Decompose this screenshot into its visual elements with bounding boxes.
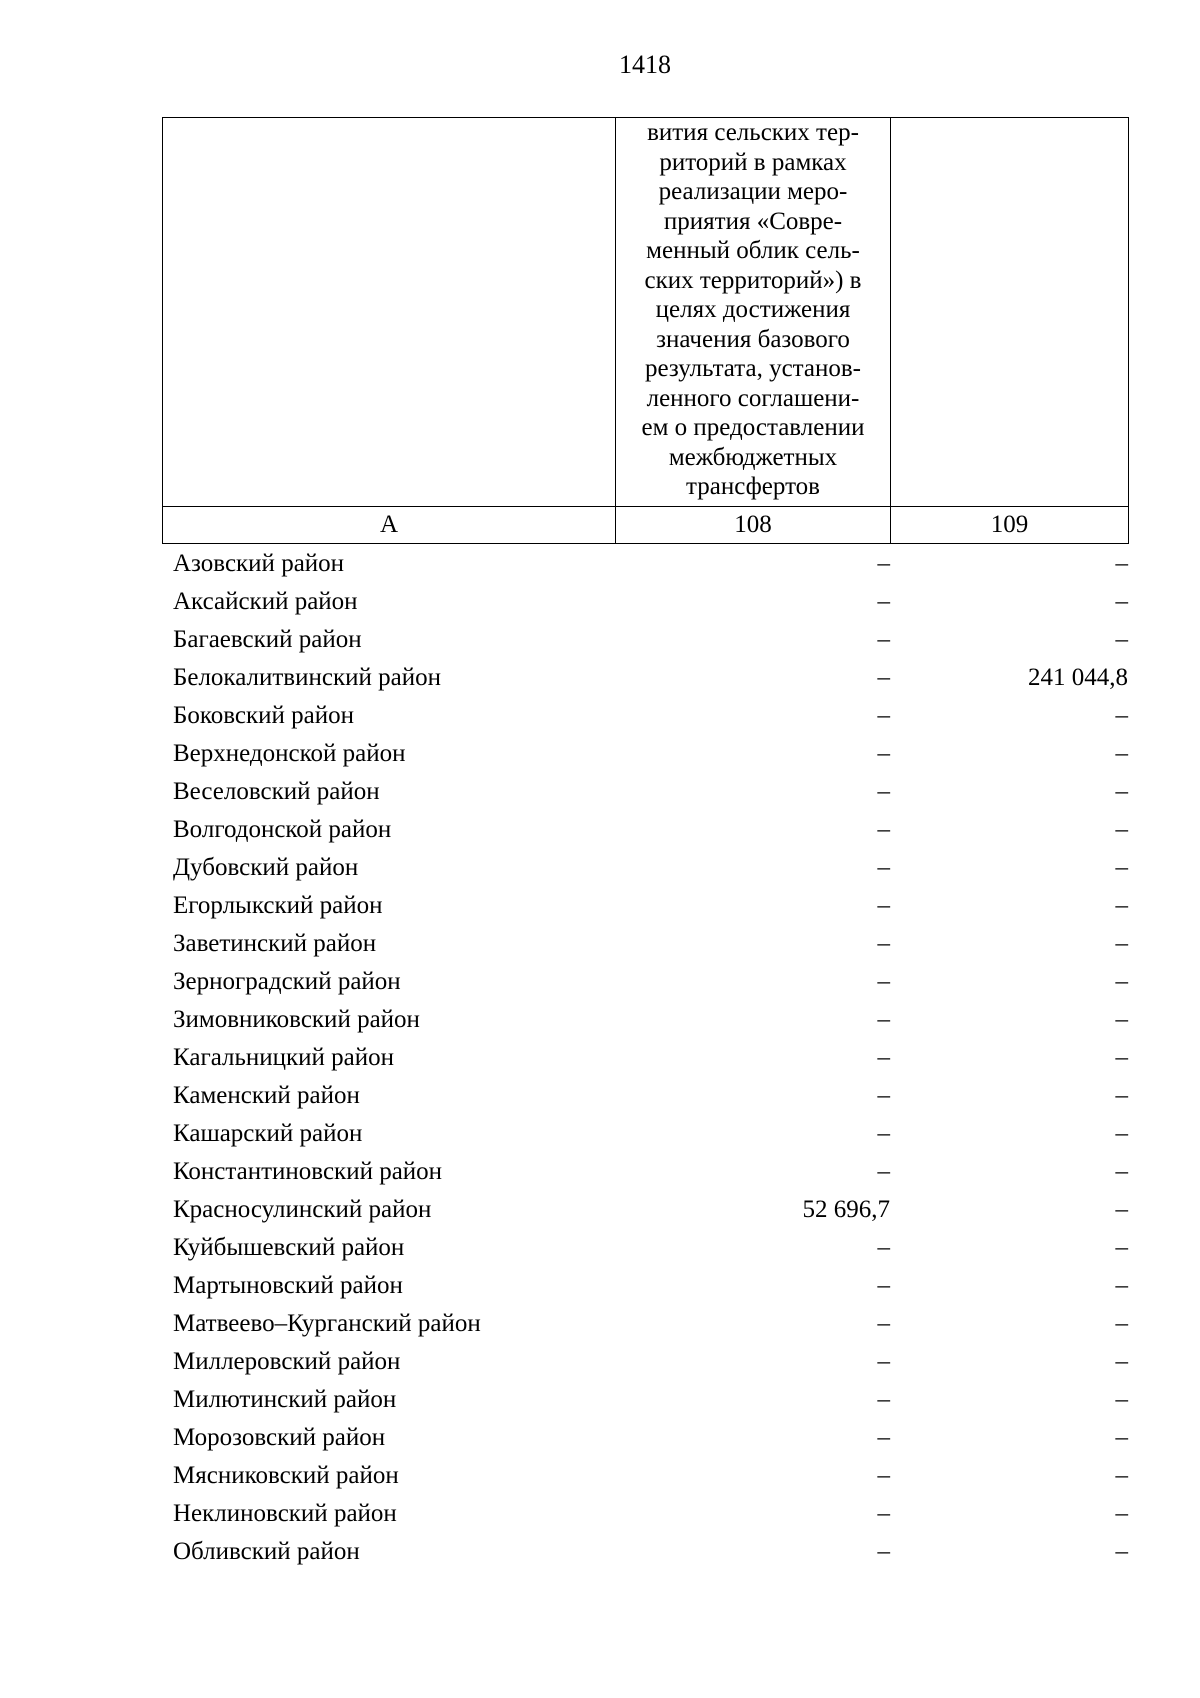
value-109: – xyxy=(1115,1234,1128,1261)
table-row xyxy=(162,1115,1128,1153)
value-109: – xyxy=(1115,1158,1128,1185)
table-row xyxy=(162,1381,1128,1419)
value-109: – xyxy=(1115,854,1128,881)
table-header xyxy=(162,117,1129,544)
district-name: Белокалитвинский район xyxy=(173,664,441,691)
district-name: Морозовский район xyxy=(173,1424,386,1451)
value-108: – xyxy=(877,1462,890,1489)
value-109: – xyxy=(1115,1272,1128,1299)
district-name: Боковский район xyxy=(173,702,354,729)
value-108: – xyxy=(877,740,890,767)
value-108: – xyxy=(877,1044,890,1071)
value-108: – xyxy=(877,550,890,577)
table-row xyxy=(162,545,1128,583)
value-108: – xyxy=(877,778,890,805)
header-cell-108-description xyxy=(616,118,891,507)
table-row xyxy=(162,1305,1128,1343)
value-109: – xyxy=(1115,1500,1128,1527)
table-row xyxy=(162,887,1128,925)
header-description-row xyxy=(163,118,1129,507)
district-name: Неклиновский район xyxy=(173,1500,397,1527)
district-name: Обливский район xyxy=(173,1538,360,1565)
table-row xyxy=(162,1229,1128,1267)
value-108: – xyxy=(877,702,890,729)
value-109: – xyxy=(1115,1044,1128,1071)
value-109: – xyxy=(1115,778,1128,805)
district-name: Кашарский район xyxy=(173,1120,363,1147)
value-108: – xyxy=(877,1386,890,1413)
table-row xyxy=(162,1153,1128,1191)
value-108: – xyxy=(877,1310,890,1337)
value-108: – xyxy=(877,1158,890,1185)
value-108: – xyxy=(877,1120,890,1147)
value-109: 241 044,8 xyxy=(1028,664,1128,691)
value-108: – xyxy=(877,626,890,653)
value-109: – xyxy=(1115,892,1128,919)
table-row xyxy=(162,583,1128,621)
table-row xyxy=(162,925,1128,963)
header-numbering-row xyxy=(163,506,1129,543)
district-name: Красносулинский район xyxy=(173,1196,432,1223)
district-name: Верхнедонской район xyxy=(173,740,406,767)
value-109: – xyxy=(1115,550,1128,577)
column-description-text: вития сельских тер- риторий в рамках реализации меро- приятия «Совре- менный облик сель- ских территорий») в целях достижения значения базового результата, установ- ленного соглашени- ем о предоставлении межбюджетных трансфертов xyxy=(641,119,865,500)
district-name: Милютинский район xyxy=(173,1386,397,1413)
district-name: Заветинский район xyxy=(173,930,377,957)
district-name: Мясниковский район xyxy=(173,1462,399,1489)
value-108: – xyxy=(877,892,890,919)
table-row xyxy=(162,659,1128,697)
value-108: – xyxy=(877,968,890,995)
table-row xyxy=(162,1533,1128,1571)
value-108: – xyxy=(877,1234,890,1261)
district-name: Дубовский район xyxy=(173,854,359,881)
table-row xyxy=(162,1343,1128,1381)
district-name: Зимовниковский район xyxy=(173,1006,420,1033)
table-row xyxy=(162,621,1128,659)
value-108: – xyxy=(877,930,890,957)
table-row xyxy=(162,1039,1128,1077)
district-name: Матвеево–Курганский район xyxy=(173,1310,481,1337)
value-108: – xyxy=(877,1082,890,1109)
value-108: – xyxy=(877,664,890,691)
district-name: Аксайский район xyxy=(173,588,358,615)
value-109: – xyxy=(1115,968,1128,995)
column-label-109: 109 xyxy=(891,506,1129,543)
column-label-a: А xyxy=(163,506,616,543)
table-row xyxy=(162,735,1128,773)
table-row xyxy=(162,1495,1128,1533)
table-row xyxy=(162,1191,1128,1229)
value-109: – xyxy=(1115,1006,1128,1033)
value-108: – xyxy=(877,816,890,843)
district-name: Куйбышевский район xyxy=(173,1234,405,1261)
table-row xyxy=(162,1267,1128,1305)
page-number: 1418 xyxy=(619,50,671,79)
table-row xyxy=(162,697,1128,735)
district-name: Константиновский район xyxy=(173,1158,443,1185)
value-109: – xyxy=(1115,626,1128,653)
value-109: – xyxy=(1115,1538,1128,1565)
table-row xyxy=(162,1419,1128,1457)
value-109: – xyxy=(1115,702,1128,729)
table-row xyxy=(162,1077,1128,1115)
value-108: – xyxy=(877,1538,890,1565)
value-109: – xyxy=(1115,1462,1128,1489)
district-name: Кагальницкий район xyxy=(173,1044,395,1071)
value-108: – xyxy=(877,854,890,881)
table-row xyxy=(162,811,1128,849)
value-109: – xyxy=(1115,1348,1128,1375)
column-label-108: 108 xyxy=(616,506,891,543)
table-row xyxy=(162,1001,1128,1039)
district-name: Веселовский район xyxy=(173,778,380,805)
value-108: – xyxy=(877,1006,890,1033)
value-109: – xyxy=(1115,1424,1128,1451)
value-109: – xyxy=(1115,930,1128,957)
value-109: – xyxy=(1115,740,1128,767)
district-name: Миллеровский район xyxy=(173,1348,401,1375)
value-109: – xyxy=(1115,1082,1128,1109)
value-108: – xyxy=(877,1272,890,1299)
header-cell-a-empty xyxy=(163,118,616,507)
district-name: Егорлыкский район xyxy=(173,892,383,919)
value-109: – xyxy=(1115,1196,1128,1223)
value-108: 52 696,7 xyxy=(802,1196,890,1223)
district-name: Волгодонской район xyxy=(173,816,392,843)
value-108: – xyxy=(877,588,890,615)
table-row xyxy=(162,1457,1128,1495)
district-name: Азовский район xyxy=(173,550,345,577)
district-name: Багаевский район xyxy=(173,626,362,653)
value-109: – xyxy=(1115,1310,1128,1337)
table-row xyxy=(162,963,1128,1001)
value-108: – xyxy=(877,1500,890,1527)
header-cell-109-empty xyxy=(891,118,1129,507)
value-109: – xyxy=(1115,1386,1128,1413)
value-109: – xyxy=(1115,816,1128,843)
value-108: – xyxy=(877,1348,890,1375)
value-108: – xyxy=(877,1424,890,1451)
table-row xyxy=(162,773,1128,811)
district-name: Мартыновский район xyxy=(173,1272,403,1299)
value-109: – xyxy=(1115,588,1128,615)
district-name: Зерноградский район xyxy=(173,968,401,995)
table-body xyxy=(162,545,1128,1571)
value-109: – xyxy=(1115,1120,1128,1147)
table-row xyxy=(162,849,1128,887)
district-name: Каменский район xyxy=(173,1082,360,1109)
